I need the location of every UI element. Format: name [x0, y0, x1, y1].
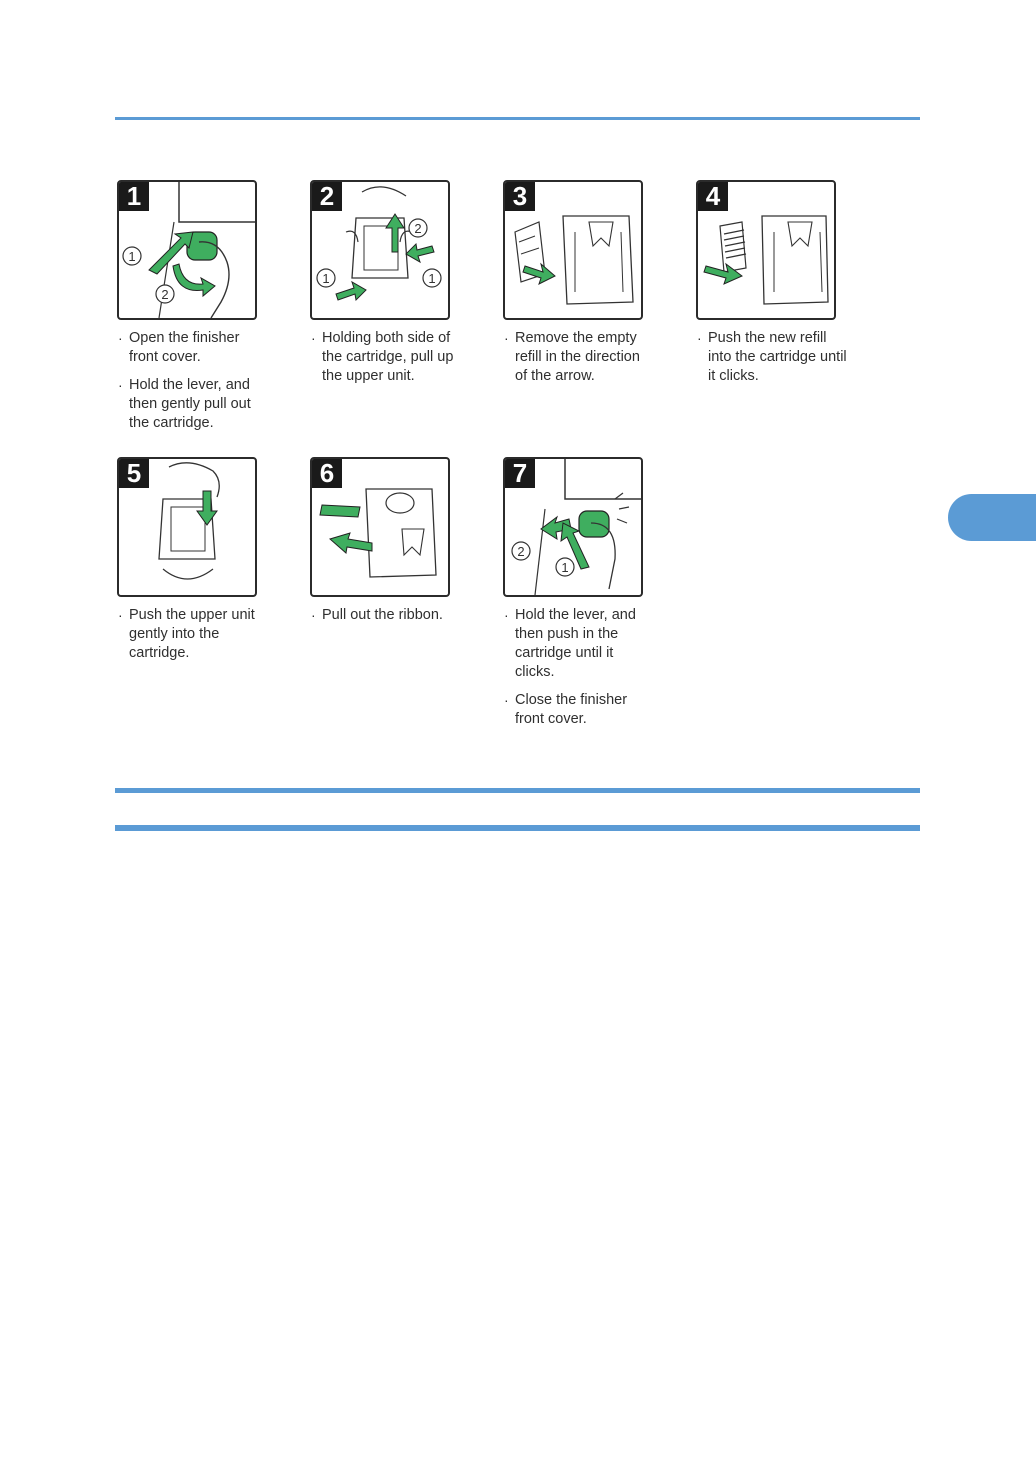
step-captions [696, 329, 856, 395]
caption [117, 376, 277, 433]
bullet: · [697, 330, 702, 346]
caption [117, 329, 277, 367]
svg-text:2: 2 [414, 221, 422, 236]
section-rule [115, 788, 920, 793]
caption-text: Hold the lever, and then push in the cartridge until it clicks. [515, 607, 636, 680]
caption-text: Close the finisher front cover. [515, 692, 628, 727]
bullet: · [311, 607, 316, 623]
step-captions [310, 606, 470, 634]
caption [310, 329, 470, 386]
caption [503, 691, 663, 729]
caption-text: Hold the lever, and then gently pull out the cartridge. [129, 377, 251, 431]
caption [117, 606, 277, 663]
section-rule [115, 825, 920, 831]
bullet: · [311, 330, 316, 346]
bullet: · [118, 377, 123, 393]
step-number: 5 [119, 459, 149, 488]
caption-text: Push the upper unit gently into the cartridge. [129, 607, 255, 661]
caption [696, 329, 856, 386]
caption [503, 329, 663, 386]
svg-text:2: 2 [517, 544, 525, 559]
reinsert-cartridge-illustration [503, 457, 643, 597]
svg-text:1: 1 [561, 560, 569, 575]
caption [503, 606, 663, 682]
svg-text:2: 2 [161, 287, 169, 302]
chapter-tab [948, 494, 1036, 541]
bullet: · [118, 330, 123, 346]
step-number: 7 [505, 459, 535, 488]
step-captions [503, 329, 663, 395]
svg-text:1: 1 [322, 271, 330, 286]
step-number: 3 [505, 182, 535, 211]
push-upper-unit-illustration [117, 457, 257, 597]
bullet: · [504, 607, 509, 623]
caption-text: Pull out the ribbon. [322, 607, 443, 623]
step-captions [310, 329, 470, 395]
caption-text: Open the finisher front cover. [129, 330, 240, 365]
bullet: · [504, 330, 509, 346]
bullet: · [118, 607, 123, 623]
step-captions [503, 606, 663, 738]
caption [310, 606, 470, 625]
caption-text: Holding both side of the cartridge, pull up the upper unit. [322, 330, 454, 384]
step-number: 1 [119, 182, 149, 211]
caption-text: Push the new refill into the cartridge until it clicks. [708, 330, 847, 384]
step-captions [117, 329, 277, 442]
bullet: · [504, 692, 509, 708]
svg-text:1: 1 [428, 271, 436, 286]
svg-text:1: 1 [128, 249, 136, 264]
caption-text: Remove the empty refill in the direction of the arrow. [515, 330, 640, 384]
insert-refill-illustration [696, 180, 836, 320]
step-number: 2 [312, 182, 342, 211]
step-number: 6 [312, 459, 342, 488]
pull-ribbon-illustration [310, 457, 450, 597]
step-number: 4 [698, 182, 728, 211]
finisher-cover-lever-illustration [117, 180, 257, 320]
step-captions [117, 606, 277, 672]
remove-refill-illustration [503, 180, 643, 320]
header-rule [115, 117, 920, 120]
cartridge-pull-up-illustration [310, 180, 450, 320]
